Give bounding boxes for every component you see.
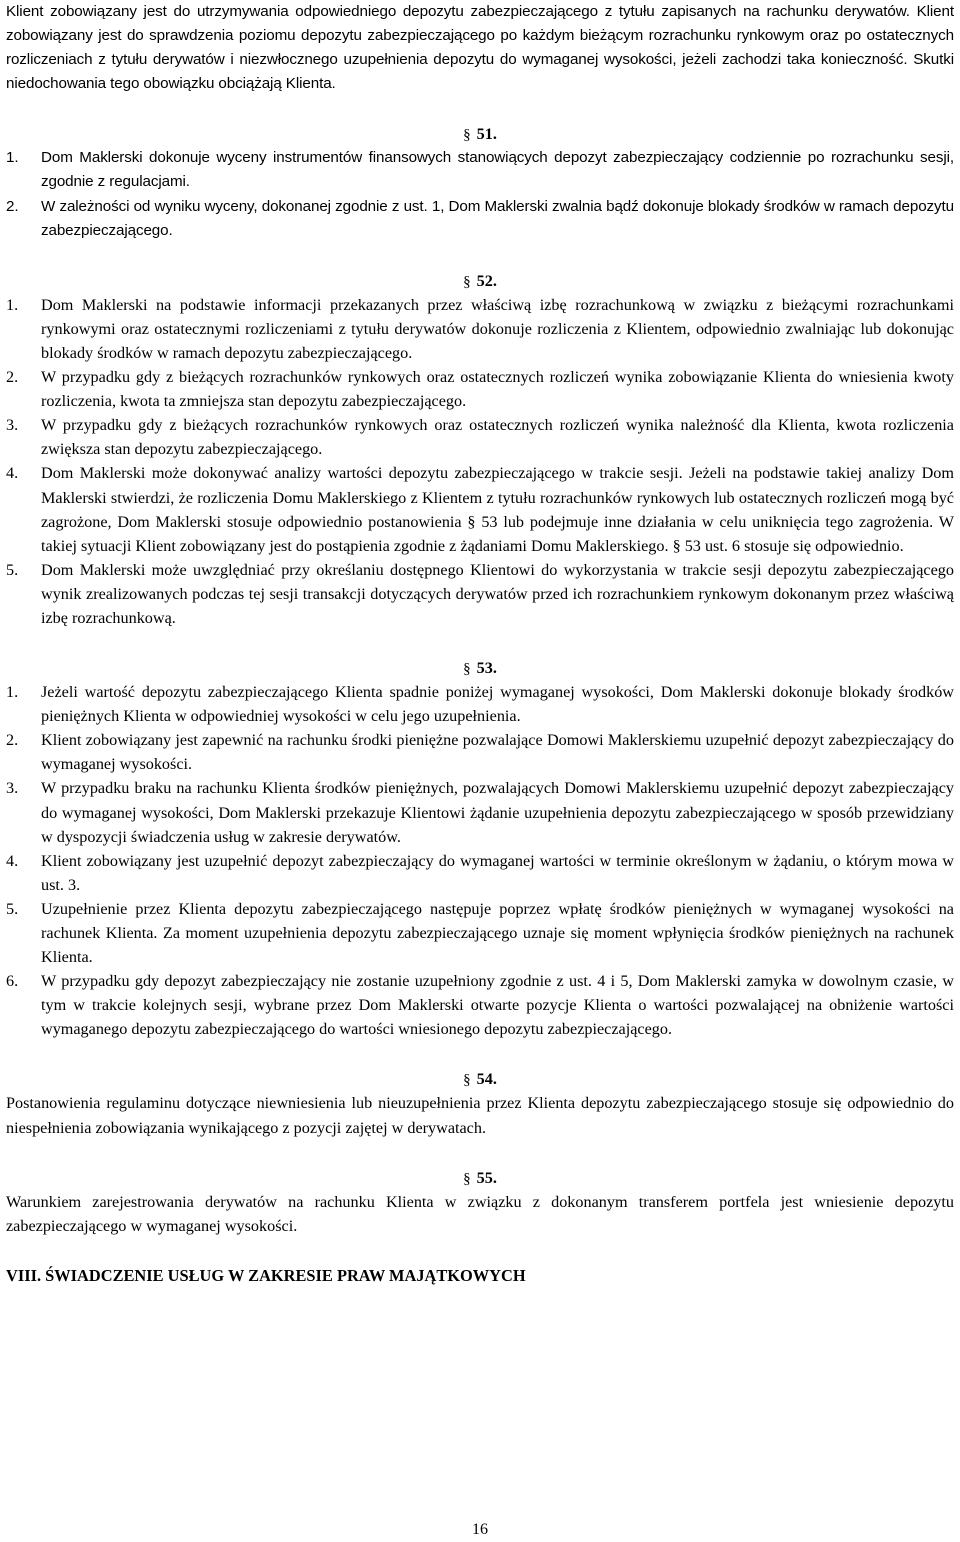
item-text: Klient zobowiązany jest uzupełnić depozyt zabezpieczający do wymaganej wartości w terminie określonym w żądaniu, o którym mowa w ust. 3.: [41, 851, 954, 894]
section-paragraph: Warunkiem zarejestrowania derywatów na rachunku Klienta w związku z dokonanym transferem portfela jest wniesienie depozytu zabezpieczającego w wymaganej wysokości.: [6, 1192, 954, 1235]
section-number: 55.: [476, 1168, 497, 1187]
section-number: 52.: [476, 271, 497, 290]
list-item: [6, 293, 954, 365]
section-sign: §: [463, 127, 471, 144]
item-number: 1.: [6, 295, 19, 314]
section-number: 53.: [476, 659, 497, 678]
section-heading: [6, 656, 954, 680]
item-text: W przypadku gdy depozyt zabezpieczający nie zostanie uzupełniony zgodnie z ust. 4 i 5, Dom Maklerski zamyka w dowolnym czasie, w tym w trakcie kolejnych sesji, wybrane przez Dom Maklerski otwarte pozycje Klienta o wartości pozwalającej na obniżenie wartości wymaganego depozytu zabezpieczającego do wartości wniesionego depozytu zabezpieczającego.: [41, 972, 954, 1039]
item-text: W przypadku gdy z bieżących rozrachunków rynkowych oraz ostatecznych rozliczeń wynika zobowiązanie Klienta do wniesienia kwoty rozliczenia, kwota ta zmniejsza stan depozytu zabezpieczającego.: [41, 368, 954, 411]
section-55: [6, 1166, 954, 1238]
page-number: 16: [472, 1521, 488, 1538]
document-content: [6, 0, 954, 1288]
section-heading: [6, 269, 954, 293]
section-heading: [6, 122, 954, 146]
list-item: [6, 195, 954, 243]
item-text: Uzupełnienie przez Klienta depozytu zabezpieczającego następuje poprzez wpłatę środków pieniężnych w wymaganej wysokości na rachunek Klienta. Za moment uzupełnienia depozytu zabezpieczającego uznaje się moment wpłynięcia środków pieniężnych na rachunek Klienta.: [41, 899, 954, 967]
list-item: [6, 461, 954, 557]
item-number: 5.: [6, 560, 19, 579]
section-51-items: [6, 146, 954, 242]
item-number: 4.: [6, 464, 19, 483]
section-heading: [6, 1166, 954, 1190]
section-sign: §: [463, 273, 471, 290]
chapter-heading: VIII. ŚWIADCZENIE USŁUG W ZAKRESIE PRAW MAJĄTKOWYCH: [6, 1265, 526, 1285]
item-text: Dom Maklerski na podstawie informacji przekazanych przez właściwą izbę rozrachunkową w związku z bieżącymi rozrachunkami rynkowymi oraz ostatecznymi rozliczeniami z tytułu derywatów dokonuje rozliczenia z Klientem, odpowiednio zwalniając lub dokonując blokady środków w ramach depozytu zabezpieczającego.: [41, 295, 954, 362]
intro-paragraph: Klient zobowiązany jest do utrzymywania odpowiedniego depozytu zabezpieczającego z tytułu zapisanych na rachunku derywatów. Klient zobowiązany jest do sprawdzenia poziomu depozytu zabezpieczającego po każdym bieżącym rozrachunku rynkowym oraz po ostatecznych rozliczeniach z tytułu derywatów i niezwłocznego uzupełnienia depozytu do wymaganej wysokości, jeżeli zachodzi taka konieczność. Skutki niedochowania tego obowiązku obciążają Klienta.: [6, 3, 954, 93]
item-number: 2.: [6, 731, 19, 750]
section-53: [6, 656, 954, 1041]
section-54: [6, 1067, 954, 1139]
list-item: [6, 776, 954, 848]
item-number: 3.: [6, 416, 19, 435]
section-52: [6, 269, 954, 630]
item-number: 4.: [6, 851, 19, 870]
item-number: 2.: [6, 197, 19, 215]
item-number: 5.: [6, 899, 19, 918]
item-text: W przypadku braku na rachunku Klienta środków pieniężnych, pozwalających Domowi Maklerskiemu uzupełnić depozyt zabezpieczający do wymaganej wysokości, Dom Maklerski przekazuje Klientowi żądanie uzupełnienia depozytu zabezpieczającego w sposób przewidziany w dyspozycji świadczenia usług w zakresie derywatów.: [41, 779, 954, 846]
section-heading: [6, 1067, 954, 1091]
item-text: Dom Maklerski może uwzględniać przy określaniu dostępnego Klientowi do wykorzystania w trakcie sesji depozytu zabezpieczającego wynik zrealizowanych podczas tej sesji transakcji dotyczących derywatów przed ich rozrachunkiem rynkowym dokonanym przez właściwą izbę rozrachunkową.: [41, 560, 954, 627]
item-text: Dom Maklerski może dokonywać analizy wartości depozytu zabezpieczającego w trakcie sesji. Jeżeli na podstawie takiej analizy Dom Maklerski stwierdzi, że rozliczenia Domu Maklerskiego z Klientem z tytułu rozrachunków rynkowych lub ostatecznych rozliczeń mogą być zagrożone, Dom Maklerski stosuje odpowiednio postanowienia § 53 lub podejmuje inne działania w celu uniknięcia tego zagrożenia. W takiej sytuacji Klient zobowiązany jest do postąpienia zgodnie z żądaniami Domu Maklerskiego. § 53 ust. 6 stosuje się odpowiednio.: [41, 464, 954, 555]
item-text: W przypadku gdy z bieżących rozrachunków rynkowych oraz ostatecznych rozliczeń wynika należność dla Klienta, kwota rozliczenia zwiększa stan depozytu zabezpieczającego.: [41, 416, 954, 459]
section-52-items: [6, 293, 954, 630]
item-number: 1.: [6, 149, 19, 167]
section-51: [6, 122, 954, 242]
list-item: [6, 365, 954, 413]
item-text: Dom Maklerski dokonuje wyceny instrumentów finansowych stanowiących depozyt zabezpieczający codziennie po rozrachunku sesji, zgodnie z regulacjami.: [41, 149, 954, 191]
list-item: [6, 728, 954, 776]
item-text: Jeżeli wartość depozytu zabezpieczającego Klienta spadnie poniżej wymaganej wysokości, Dom Maklerski dokonuje blokady środków pieniężnych Klienta w odpowiedniej wysokości w celu jego uzupełnienia.: [41, 683, 954, 726]
list-item: [6, 680, 954, 728]
list-item: [6, 558, 954, 630]
section-53-items: [6, 680, 954, 1041]
item-number: 3.: [6, 779, 19, 798]
section-number: 51.: [476, 125, 497, 144]
section-sign: §: [463, 1170, 471, 1187]
section-sign: §: [463, 1072, 471, 1089]
list-item: [6, 969, 954, 1041]
list-item: [6, 897, 954, 969]
section-number: 54.: [476, 1070, 497, 1089]
list-item: [6, 849, 954, 897]
list-item: [6, 413, 954, 461]
section-sign: §: [463, 661, 471, 678]
list-item: [6, 146, 954, 194]
item-text: W zależności od wyniku wyceny, dokonanej zgodnie z ust. 1, Dom Maklerski zwalnia bądź dokonuje blokady środków w ramach depozytu zabezpieczającego.: [41, 197, 954, 239]
item-number: 2.: [6, 368, 19, 387]
section-paragraph: Postanowienia regulaminu dotyczące niewniesienia lub nieuzupełnienia przez Klienta depozytu zabezpieczającego stosuje się odpowiednio do niespełnienia zobowiązania wynikającego z pozycji zajętej w derywatach.: [6, 1094, 954, 1137]
item-number: 6.: [6, 972, 19, 991]
item-text: Klient zobowiązany jest zapewnić na rachunku środki pieniężne pozwalające Domowi Maklerskiemu uzupełnić depozyt zabezpieczający do wymaganej wysokości.: [41, 731, 954, 774]
item-number: 1.: [6, 683, 19, 702]
